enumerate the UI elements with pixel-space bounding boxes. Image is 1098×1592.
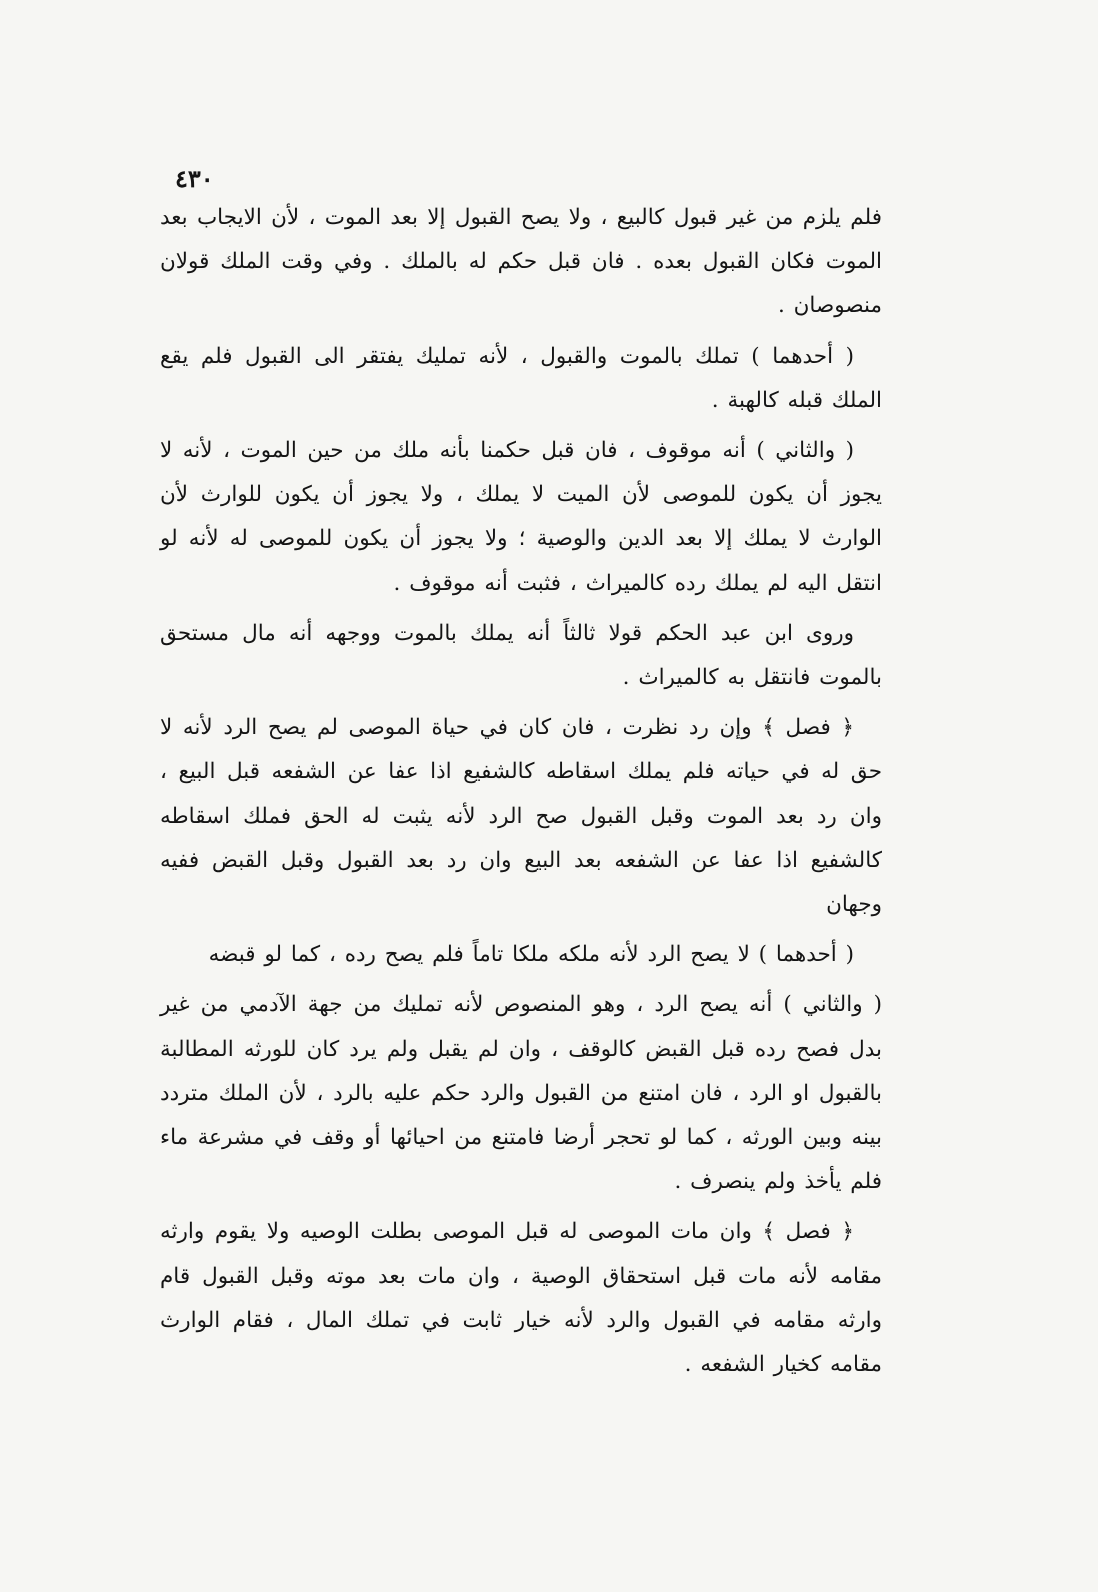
paragraph-2: ( أحدهما ) تملك بالموت والقبول ، لأنه تمليك يفتقر الى القبول فلم يقع الملك قبله كالهبة . <box>160 343 882 413</box>
paragraph-5: ﴿ فصل ﴾ وإن رد نظرت ، فان كان في حياة الموصى لم يصح الرد لأنه لا حق له في حياته فلم يملك اسقاطه كالشفيع اذا عفا عن الشفعه قبل البيع ، وان رد بعد الموت وقبل القبول صح الرد لأنه يثبت له الحق فملك اسقاطه كالشفيع اذا عفا عن الشفعه بعد البيع وان رد بعد القبول وقبل القبض ففيه وجهان <box>160 715 882 918</box>
paragraph-1: فلم يلزم من غير قبول كالبيع ، ولا يصح القبول إلا بعد الموت ، لأن الايجاب بعد الموت فكان القبول بعده . فان قبل حكم له بالملك . وفي وقت الملك قولان منصوصان . <box>160 205 882 319</box>
body-text <box>160 196 882 1393</box>
paragraph-4: وروى ابن عبد الحكم قولا ثالثاً أنه يملك بالموت ووجهه أنه مال مستحق بالموت فانتقل به كالميراث . <box>160 620 882 691</box>
paragraph-7: ( والثاني ) أنه يصح الرد ، وهو المنصوص لأنه تمليك من جهة الآدمي من غير بدل فصح رده قبل القبض كالوقف ، وان لم يقبل ولم يرد كان للورثه المطالبة بالقبول او الرد ، فان امتنع من القبول والرد حكم عليه بالرد ، لأن الملك متردد بينه وبين الورثه ، كما لو تحجر أرضا فامتنع من احيائها أو وقف في مشرعة ماء فلم يأخذ ولم ينصرف . <box>160 992 882 1195</box>
paragraph-8: ﴿ فصل ﴾ وان مات الموصى له قبل الموصى بطلت الوصيه ولا يقوم وارثه مقامه لأنه مات قبل استحقاق الوصية ، وان مات بعد موته وقبل القبول قام وارثه مقامه في القبول والرد لأنه خيار ثابت في تملك المال ، فقام الوارث مقامه كخيار الشفعه . <box>160 1219 882 1378</box>
paragraph-6: ( أحدهما ) لا يصح الرد لأنه ملكه ملكا تاماً فلم يصح رده ، كما لو قبضه <box>208 942 854 968</box>
paragraph-3: ( والثاني ) أنه موقوف ، فان قبل حكمنا بأنه ملك من حين الموت ، لأنه لا يجوز أن يكون للموصى لأن الميت لا يملك ، ولا يجوز أن يكون للوارث لأن الوارث لا يملك إلا بعد الدين والوصية ؛ ولا يجوز أن يكون للموصى له لأنه لو انتقل اليه لم يملك رده كالميراث ، فثبت أنه موقوف . <box>160 438 882 596</box>
page-number: ٤٣٠ <box>175 164 214 193</box>
